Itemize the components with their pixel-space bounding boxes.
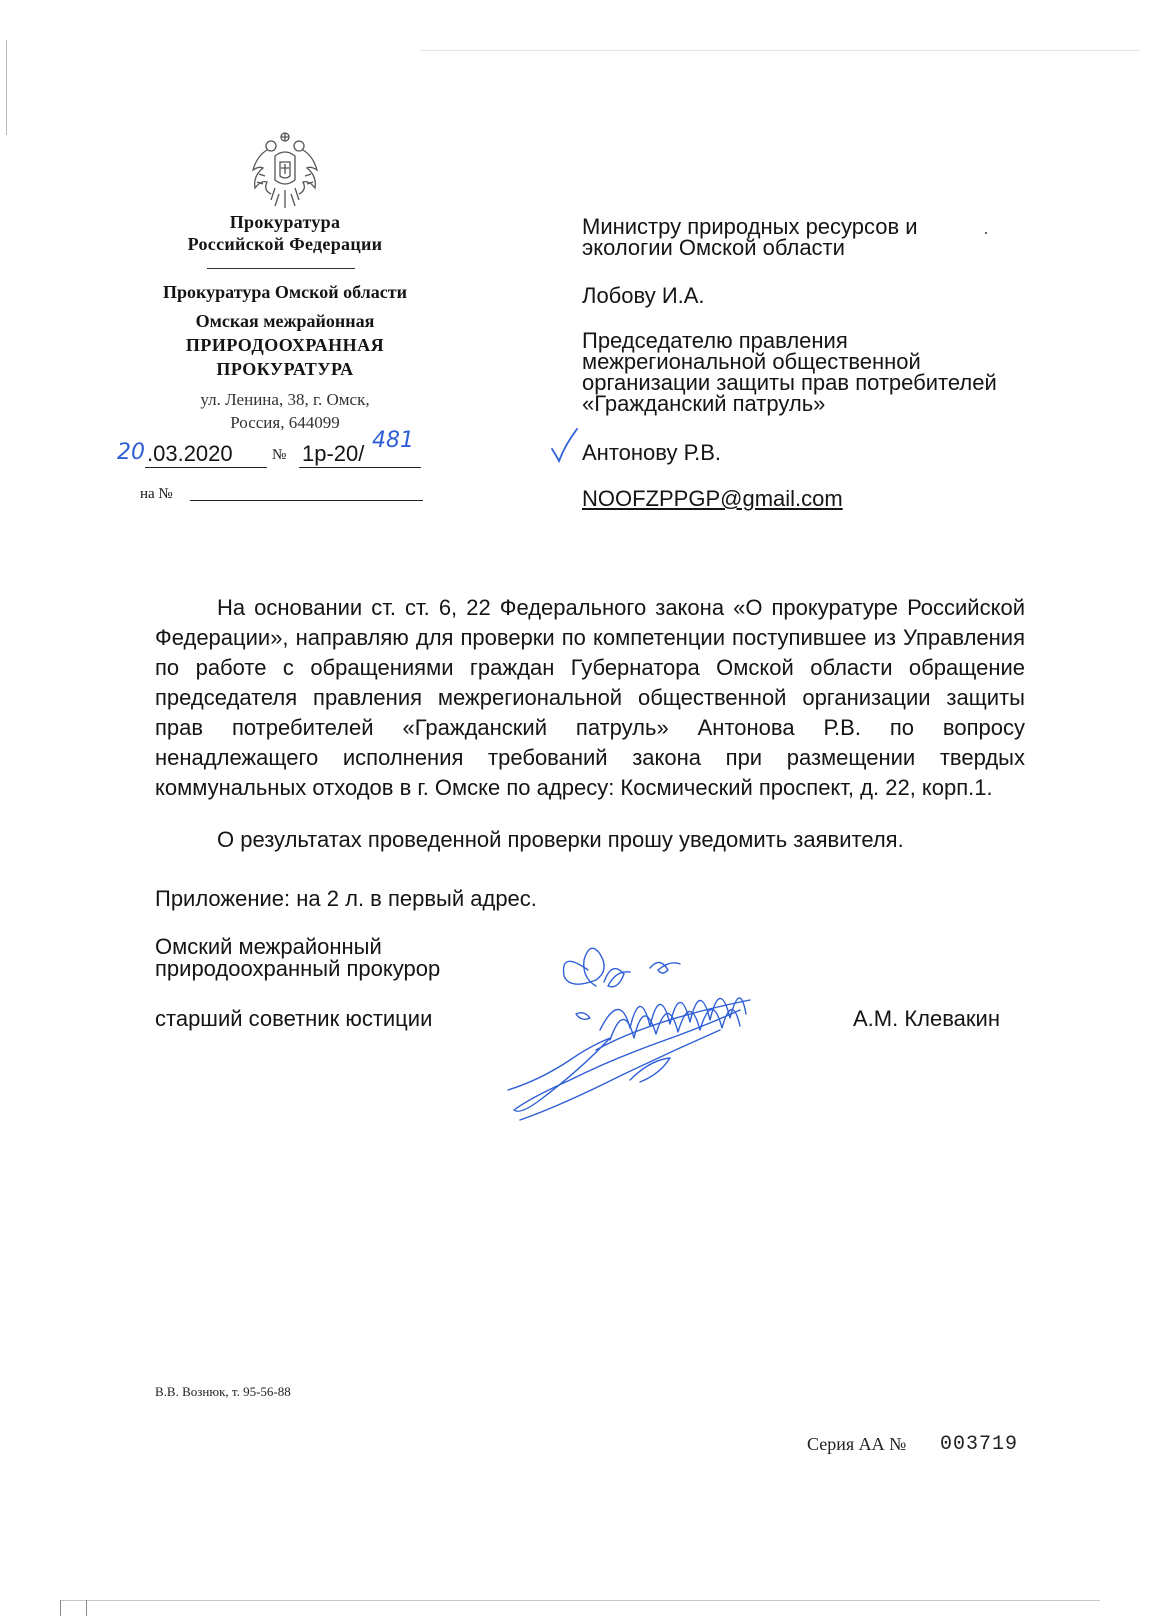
- attachment-note: Приложение: на 2 л. в первый адрес.: [155, 886, 537, 911]
- handwritten-checkmark-icon: [549, 425, 579, 465]
- letterhead-divider: [207, 268, 355, 269]
- addressee-name: Антонову Р.В.: [582, 440, 722, 465]
- coat-of-arms-emblem: [245, 130, 325, 212]
- addressee-line: экологии Омской области: [582, 235, 845, 260]
- signer-name: А.М. Клевакин: [853, 1006, 1000, 1031]
- body-paragraph: На основании ст. ст. 6, 22 Федерального закона «О прокуратуре Российской Федерации», направляю для проверки по компетенции поступившее из Управления по работе с обращениями граждан Губернатора Омской области обращение председателя правления межрегиональной общественной организации защиты прав потребителей «Гражданский патруль» Антонова Р.В. по вопросу ненадлежащего исполнения требований закона при размещении твердых коммунальных отходов в г. Омске по адресу: Космический проспект, д. 22, корп.1.: [155, 595, 1025, 800]
- addressee-line: Министру природных ресурсов и: [582, 214, 918, 239]
- number-label: №: [272, 447, 287, 463]
- regional-office-name: Прокуратура Омской области: [163, 282, 407, 302]
- addressee-line: «Гражданский патруль»: [582, 391, 826, 416]
- scan-edge-line: [60, 1600, 1100, 1601]
- scan-edge-line: [60, 1600, 61, 1616]
- body-paragraph: О результатах проведенной проверки прошу уведомить заявителя.: [217, 827, 904, 852]
- addressee-email[interactable]: NOOFZPPGP@gmail.com: [582, 486, 843, 511]
- addressee-line: межрегиональной общественной: [582, 349, 921, 374]
- handwritten-date-day: 20: [117, 440, 145, 465]
- scan-speck: [985, 232, 987, 234]
- office-address-line2: Россия, 644099: [230, 413, 340, 432]
- addressee-name: Лобову И.А.: [582, 283, 705, 308]
- signer-title-line1: Омский межрайонный: [155, 934, 382, 959]
- office-name-line2: ПРИРОДООХРАННАЯ: [185, 335, 385, 355]
- document-date: .03.2020: [147, 441, 233, 466]
- addressee-line: Председателю правления: [582, 328, 848, 353]
- reference-label: на №: [140, 486, 173, 502]
- office-name-line1: Омская межрайонная: [195, 311, 375, 331]
- signer-title-line2: природоохранный прокурор: [155, 956, 441, 981]
- date-underline: [145, 467, 267, 468]
- executor-contact: В.В. Вознюк, т. 95-56-88: [155, 1384, 291, 1399]
- scan-edge-line: [6, 40, 7, 135]
- org-name-line2: Российской Федерации: [187, 234, 383, 254]
- document-number: 1р-20/: [302, 441, 365, 466]
- reference-underline: [190, 500, 423, 501]
- handwritten-signature: [500, 930, 790, 1135]
- signer-rank: старший советник юстиции: [155, 1006, 433, 1031]
- office-address-line1: ул. Ленина, 38, г. Омск,: [200, 390, 370, 409]
- office-name-line3: ПРОКУРАТУРА: [216, 359, 354, 379]
- serial-label: Серия АА №: [807, 1434, 907, 1454]
- serial-number: 003719: [940, 1433, 1019, 1456]
- number-underline: [299, 467, 421, 468]
- scan-edge-line: [420, 50, 1140, 51]
- handwritten-number: 481: [372, 428, 414, 453]
- addressee-line: организации защиты прав потребителей: [582, 370, 997, 395]
- org-name-line1: Прокуратура: [229, 212, 341, 232]
- scan-edge-line: [86, 1600, 87, 1616]
